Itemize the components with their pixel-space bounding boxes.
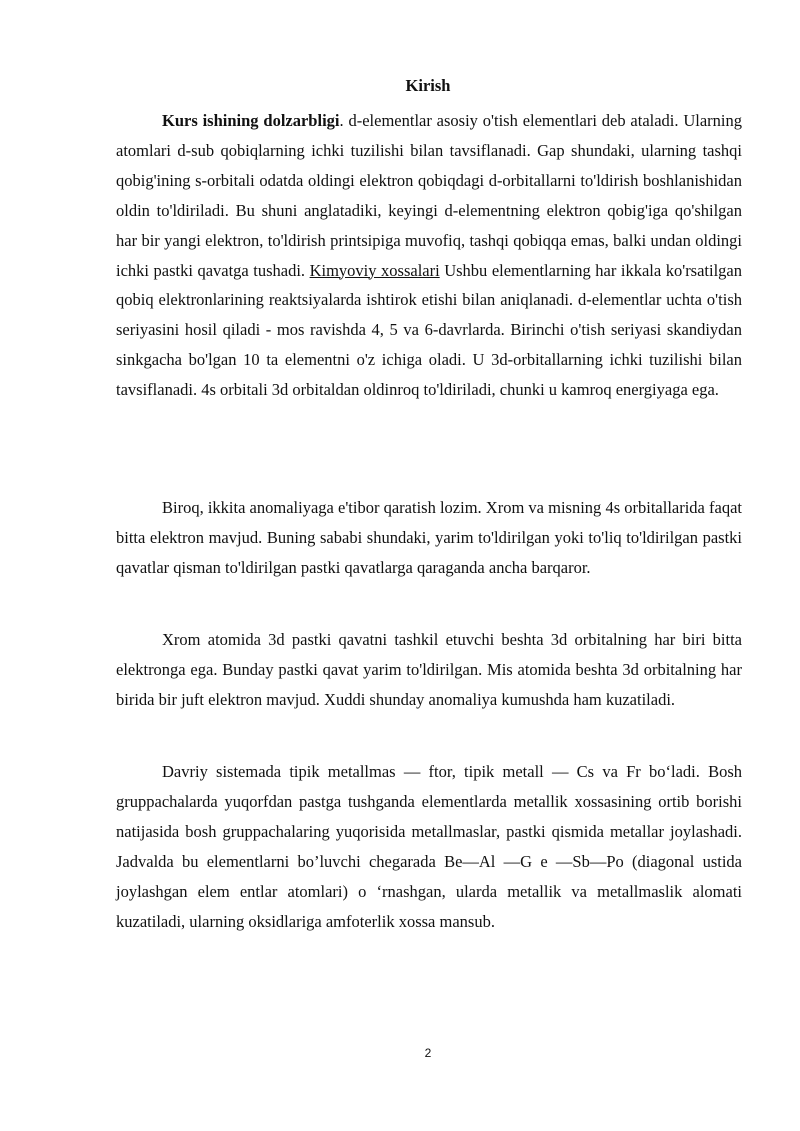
paragraph-text: . d-elementlar asosiy o'tish elementlari deb ataladi. Ularning atomlari d-sub qobiqlarning ichki tuzilishi bilan tavsiflanadi. Gap shundaki, ularning tashqi qobig'ining s-orbitali odatda oldingi elektron qobiqdagi d-orbitallarni to'ldirish boshlanishidan oldin to'ldiriladi. Bu shuni anglatadiki, keyingi d-elementning elektron qobig'iga qo'shilgan har bir yangi elektron, to'ldirish printsipiga muvofiq, tashqi qobiqqa emas, balki undan oldingi ichki pastki qavatga tushadi. xyxy=(116,111,743,280)
paragraph-lead-heading: Kurs ishining dolzarbligi xyxy=(162,111,340,130)
page-title: Kirish xyxy=(405,76,451,95)
chemical-properties-link[interactable]: Kimyoviy xossalari xyxy=(309,260,440,280)
paragraph-anomaly: Biroq, ikkita anomaliyaga e'tibor qaratish lozim. Xrom va misning 4s orbitallarida faqat bitta elektron mavjud. Buning sababi shundaki, yarim to'ldirilgan yoki to'liq to'ldirilgan pastki qavatlar qisman to'ldirilgan pastki qavatlarga qaraganda ancha barqaror. xyxy=(116,498,742,577)
paragraph-relevance xyxy=(116,106,742,405)
page-number: 2 xyxy=(424,1046,432,1060)
paragraph-periodic-system: Davriy sistemada tipik metallmas — ftor, tipik metall — Cs va Fr bo‘ladi. Bosh gruppachalarda yuqorfdan pastga tushganda elementlarda metallik xossasining ortib borishi natijasida bosh gruppachalaring yuqorisida metallmaslar, pastki qismida metallar joylashadi. Jadvalda bu elementlarni bo’luvchi chegarada Be—Al —G e —Sb—Po (diagonal ustida joylashgan elem entlar atomlari) o ‘rnashgan, ularda metallik va metallmaslik alomati kuzatiladi, ularning oksidlariga amfoterlik xossa mansub. xyxy=(116,762,742,931)
paragraph-text: Ushbu elementlarning har ikkala ko'rsatilgan qobiq elektronlarining reaktsiyalarda ishtirok etishi bilan aniqlanadi. d-elementlar uchta o'tish seriyasini hosil qiladi - mos ravishda 4, 5 va 6-davrlarda. Birinchi o'tish seriyasi skandiydan sinkgacha bo'lgan 10 ta elementni o'z ichiga oladi. U 3d-orbitallarning ichki tuzilishi bilan tavsiflanadi. 4s orbitali 3d orbitaldan oldinroq to'ldiriladi, chunki u kamroq energiyaga ega. xyxy=(116,260,743,400)
paragraph-chromium-copper: Xrom atomida 3d pastki qavatni tashkil etuvchi beshta 3d orbitalning har biri bitta elektronga ega. Bunday pastki qavat yarim to'ldirilgan. Mis atomida beshta 3d orbitalning har birida bir juft elektron mavjud. Xuddi shunday anomaliya kumushda ham kuzatiladi. xyxy=(116,630,742,709)
